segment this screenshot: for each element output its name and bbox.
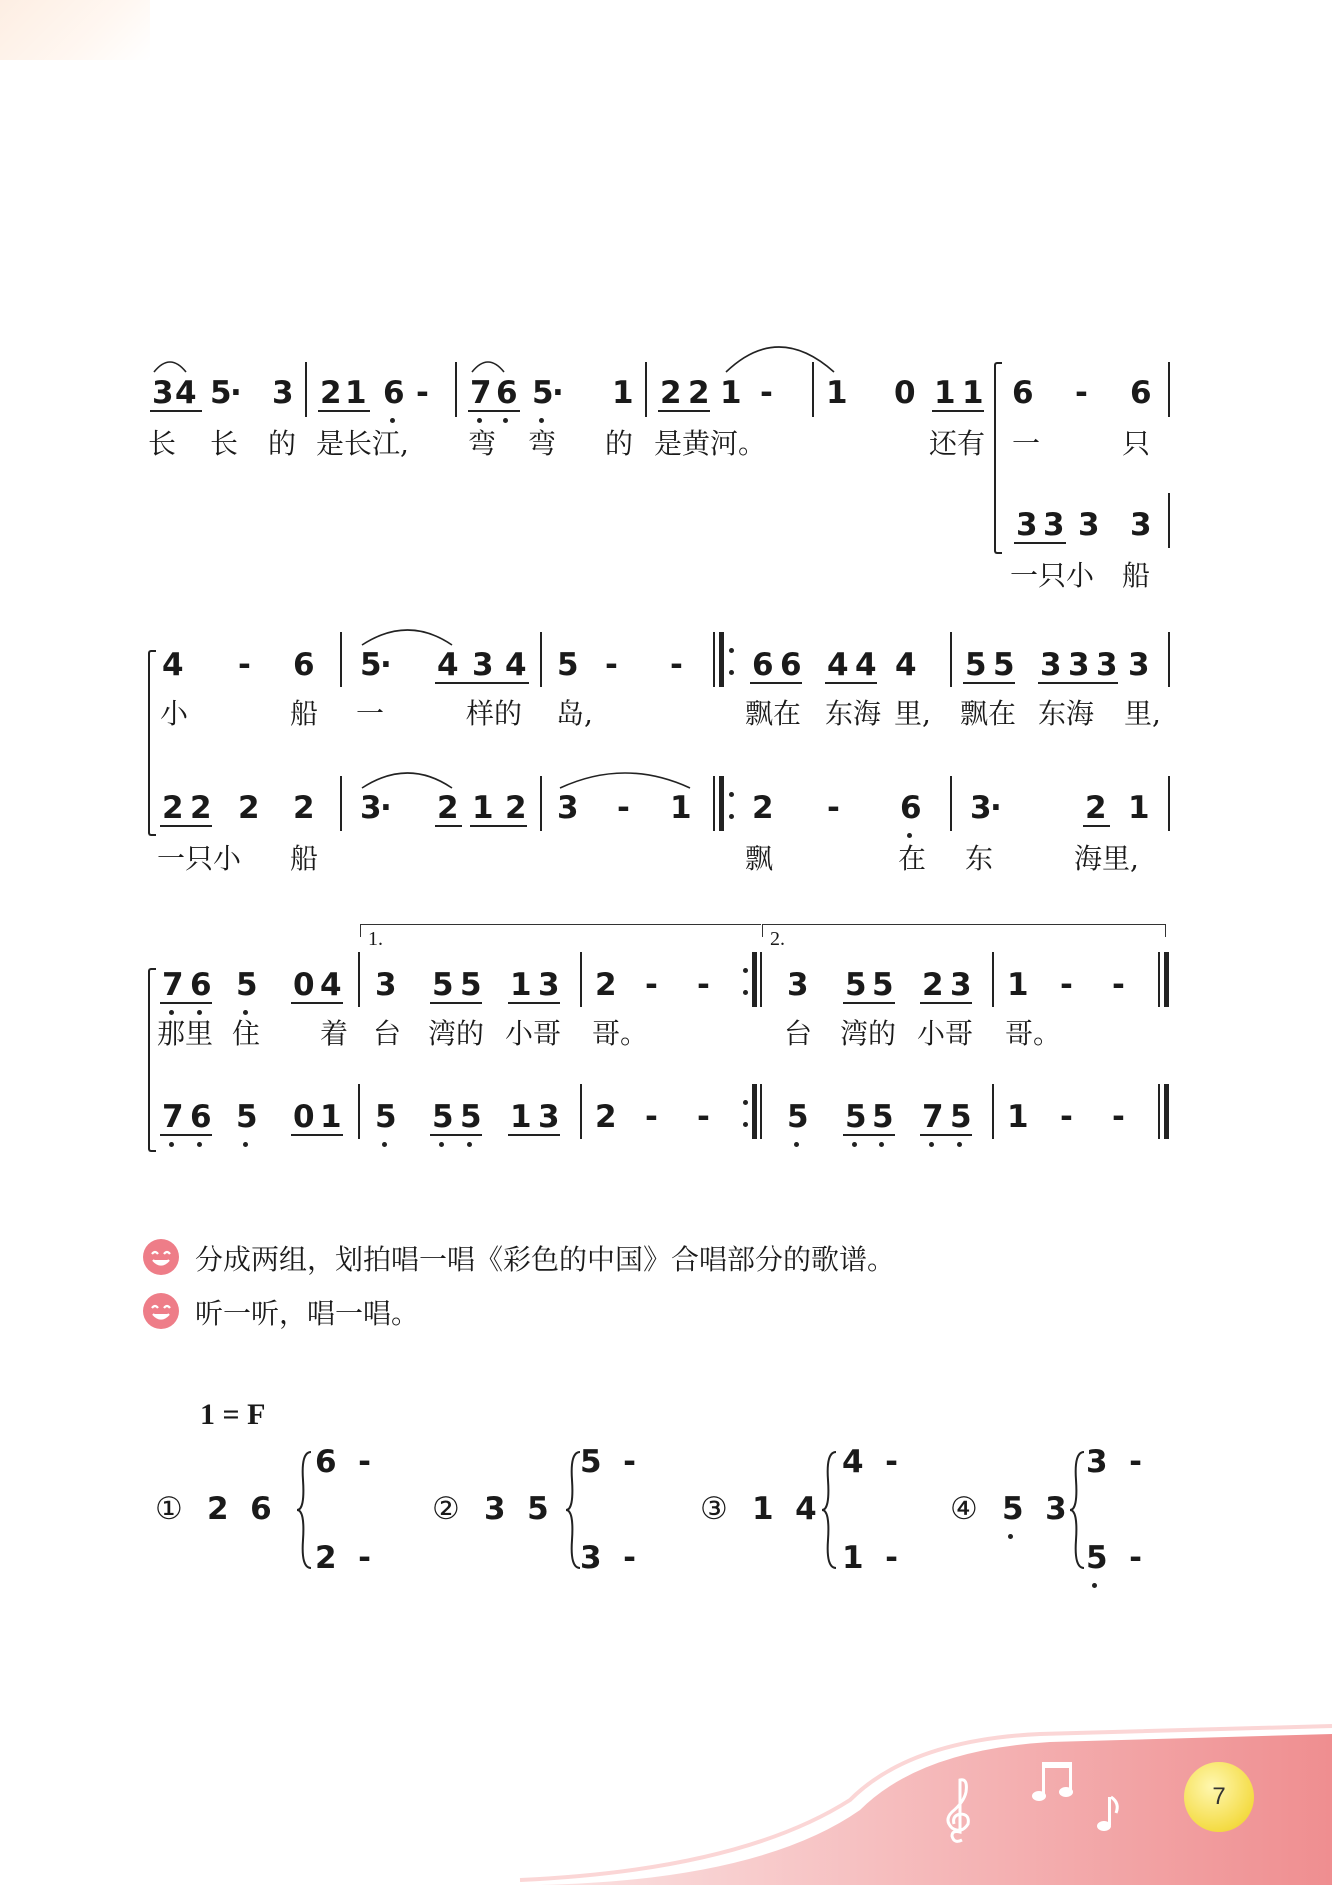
dash: - — [670, 647, 683, 683]
beam — [430, 1134, 482, 1136]
dash: - — [416, 375, 429, 411]
lyric: 岛, — [556, 697, 593, 730]
smiley-icon — [142, 1238, 180, 1276]
note: 5 — [432, 1099, 454, 1135]
dash: - — [617, 790, 630, 826]
lyric: 里, — [894, 697, 931, 730]
note: 1 — [1007, 1099, 1029, 1135]
beam — [470, 825, 527, 827]
final-barline — [1158, 1084, 1160, 1139]
note: 5 — [845, 967, 867, 1003]
repeat-dot — [743, 968, 748, 973]
note: 5 — [787, 1099, 809, 1135]
dot-duration: · — [380, 790, 392, 826]
dash: - — [697, 1099, 710, 1135]
note: 5 — [236, 967, 258, 1003]
beam — [508, 1134, 560, 1136]
lyric: 是黄河。 — [654, 427, 767, 460]
beam — [508, 1002, 560, 1004]
dash: - — [1112, 1099, 1125, 1135]
note: 1 — [934, 375, 956, 411]
note: 2 — [922, 967, 944, 1003]
note: 1 — [720, 375, 742, 411]
note: 3 — [1128, 647, 1150, 683]
beamed-notes-icon — [1030, 1756, 1080, 1806]
eighth-note-icon — [1094, 1795, 1124, 1835]
note: 6 — [293, 647, 315, 683]
note: 2 — [595, 1099, 617, 1135]
volta-label: 2. — [770, 928, 785, 950]
lyric: 那里 — [157, 1017, 214, 1050]
note: 4 — [162, 647, 184, 683]
beam — [291, 1134, 343, 1136]
note: 3 — [538, 1099, 560, 1135]
dash: - — [645, 1099, 658, 1135]
note: 3 — [360, 790, 382, 826]
note: 6 — [190, 967, 212, 1003]
beam — [920, 1134, 972, 1136]
lyric: 长 — [210, 427, 239, 460]
note: 4 — [505, 647, 527, 683]
footer-wave — [0, 1720, 1332, 1885]
octave-dot — [957, 1142, 962, 1147]
note: 3 — [152, 375, 174, 411]
octave-dot — [197, 1142, 202, 1147]
lyric: 飘 — [745, 842, 774, 875]
octave-dot — [852, 1142, 857, 1147]
note: 4 — [175, 375, 197, 411]
octave-dot — [243, 1010, 248, 1015]
voice-bracket — [148, 968, 156, 1152]
lyric: 的 — [605, 427, 634, 460]
note: 7 — [470, 375, 492, 411]
octave-dot — [907, 833, 912, 838]
treble-clef-icon — [940, 1770, 980, 1850]
lyric: 一 — [1012, 427, 1041, 460]
octave-dot — [243, 1142, 248, 1147]
beam — [160, 1134, 212, 1136]
note: 3 — [472, 647, 494, 683]
exercise-upper: 3 - — [1086, 1444, 1143, 1480]
note: 5 — [432, 967, 454, 1003]
exercise-upper: 5 - — [580, 1444, 637, 1480]
note: 6 — [1130, 375, 1152, 411]
final-barline-thick — [1164, 952, 1169, 1007]
note: 5 — [950, 1099, 972, 1135]
note: 4 — [895, 647, 917, 683]
note: 3 — [787, 967, 809, 1003]
beam — [160, 825, 212, 827]
final-barline-thick — [1164, 1084, 1169, 1139]
note: 1 — [510, 967, 532, 1003]
note: 6 — [383, 375, 405, 411]
note: 1 — [670, 790, 692, 826]
exercise-upper: 4 - — [842, 1444, 899, 1480]
dash: - — [827, 790, 840, 826]
lyric: 飘在 — [745, 697, 802, 730]
lyric: 弯 — [528, 427, 557, 460]
exercise-lower: 2 - — [315, 1540, 372, 1576]
note: 4 — [827, 647, 849, 683]
note: 5 — [872, 967, 894, 1003]
note: 3 — [1096, 647, 1118, 683]
note: 6 — [900, 790, 922, 826]
note: 2 — [505, 790, 527, 826]
lyric: 湾的 — [840, 1017, 897, 1050]
note: 0 — [894, 375, 916, 411]
octave-dot — [879, 1142, 884, 1147]
note: 3 — [538, 967, 560, 1003]
note: 3 — [1130, 507, 1152, 543]
instruction-text: 分成两组，划拍唱一唱《彩色的中国》合唱部分的歌谱。 — [195, 1243, 896, 1276]
octave-dot — [467, 1142, 472, 1147]
note: 5 — [460, 1099, 482, 1135]
note: 3 — [950, 967, 972, 1003]
note: 7 — [162, 967, 184, 1003]
barline — [358, 952, 360, 1007]
exercise-number: ① — [155, 1491, 183, 1527]
note: 1 — [612, 375, 634, 411]
volta-bracket-1 — [360, 924, 761, 937]
barline — [992, 1084, 994, 1139]
note: 3 — [1043, 507, 1065, 543]
exercise-upper: 6 - — [315, 1444, 372, 1480]
note: 1 — [472, 790, 494, 826]
note: 0 — [293, 967, 315, 1003]
note: 1 — [510, 1099, 532, 1135]
repeat-barline-thick — [719, 776, 724, 831]
lyric: 台 — [373, 1017, 402, 1050]
beam — [843, 1134, 895, 1136]
repeat-dot — [729, 792, 734, 797]
dash: - — [1060, 967, 1073, 1003]
note: 4 — [437, 647, 459, 683]
lyric: 是长江, — [316, 427, 409, 460]
lyric: 哥。 — [592, 1017, 649, 1050]
note: 2 — [190, 790, 212, 826]
octave-dot — [169, 1010, 174, 1015]
note: 5 — [360, 647, 382, 683]
note: 5 — [375, 1099, 397, 1135]
exercise-3 — [700, 1440, 930, 1590]
note: 2 — [752, 790, 774, 826]
note: 3 — [970, 790, 992, 826]
octave-dot — [169, 1142, 174, 1147]
repeat-barline-thick — [752, 952, 757, 1007]
note: 1 — [1128, 790, 1150, 826]
note: 3 — [272, 375, 294, 411]
lyric: 台 — [784, 1017, 813, 1050]
barline — [950, 776, 952, 831]
key-signature: 1 = F — [200, 1398, 266, 1431]
note: 4 — [320, 967, 342, 1003]
barline — [760, 1084, 762, 1139]
lyric: 只 — [1122, 427, 1151, 460]
barline — [992, 952, 994, 1007]
note: 6 — [752, 647, 774, 683]
exercise-2 — [432, 1440, 662, 1590]
instruction-text: 听一听，唱一唱。 — [195, 1297, 420, 1330]
note: 6 — [780, 647, 802, 683]
note: 2 — [162, 790, 184, 826]
note: 6 — [190, 1099, 212, 1135]
beam — [291, 1002, 343, 1004]
exercise-number: ④ — [950, 1491, 978, 1527]
exercise-notes: 3 5 — [484, 1491, 549, 1527]
dot-duration: · — [380, 647, 392, 683]
exercise-number: ③ — [700, 1491, 728, 1527]
note: 2 — [1085, 790, 1107, 826]
volta-bracket-2 — [762, 924, 1166, 937]
final-barline — [1158, 952, 1160, 1007]
note: 3 — [1068, 647, 1090, 683]
repeat-dot — [743, 1122, 748, 1127]
barline — [760, 952, 762, 1007]
note: 2 — [320, 375, 342, 411]
note: 1 — [962, 375, 984, 411]
note: 3 — [557, 790, 579, 826]
note: 1 — [1007, 967, 1029, 1003]
octave-dot — [794, 1142, 799, 1147]
note: 5 — [210, 375, 232, 411]
note: 6 — [1012, 375, 1034, 411]
lyric: 船 — [1122, 559, 1151, 592]
note: 5 — [845, 1099, 867, 1135]
brace-icon — [295, 1450, 315, 1570]
lyric: 小哥 — [505, 1017, 562, 1050]
repeat-dot — [743, 990, 748, 995]
octave-dot — [382, 1142, 387, 1147]
lyric: 船 — [290, 697, 319, 730]
page-number-badge — [1184, 1762, 1254, 1832]
barline — [358, 1084, 360, 1139]
note: 2 — [437, 790, 459, 826]
note: 2 — [688, 375, 710, 411]
note: 3 — [375, 967, 397, 1003]
barline — [580, 1084, 582, 1139]
lyric: 样的 — [466, 697, 523, 730]
lyric: 东海 — [825, 697, 882, 730]
lyric: 小哥 — [917, 1017, 974, 1050]
beam — [430, 1002, 482, 1004]
barline — [540, 776, 542, 831]
volta-label: 1. — [368, 928, 383, 950]
note: 0 — [293, 1099, 315, 1135]
beam — [920, 1002, 972, 1004]
lyric: 船 — [290, 842, 319, 875]
brace-icon — [820, 1450, 840, 1570]
note: 5 — [872, 1099, 894, 1135]
exercise-4 — [950, 1440, 1180, 1600]
dash: - — [760, 375, 773, 411]
note: 5 — [965, 647, 987, 683]
lyric: 的 — [268, 427, 297, 460]
note: 2 — [238, 790, 260, 826]
lyric: 在 — [898, 842, 927, 875]
barline — [340, 776, 342, 831]
repeat-dot — [729, 814, 734, 819]
beam — [843, 1002, 895, 1004]
exercise-notes: 2 6 — [207, 1491, 272, 1527]
barline — [580, 952, 582, 1007]
octave-dot — [929, 1142, 934, 1147]
note: 3 — [1078, 507, 1100, 543]
beam — [435, 825, 462, 827]
dash: - — [1060, 1099, 1073, 1135]
lyric: 哥。 — [1005, 1017, 1062, 1050]
lyric: 飘在 — [960, 697, 1017, 730]
exercise-notes: 1 4 — [752, 1491, 817, 1527]
brace-icon — [1068, 1450, 1088, 1570]
octave-dot — [197, 1010, 202, 1015]
lyric: 湾的 — [428, 1017, 485, 1050]
dash: - — [1112, 967, 1125, 1003]
repeat-barline-thick — [752, 1084, 757, 1139]
lyric: 长 — [148, 427, 177, 460]
note: 2 — [293, 790, 315, 826]
lyric: 里, — [1124, 697, 1161, 730]
note: 7 — [162, 1099, 184, 1135]
dash: - — [697, 967, 710, 1003]
page-number: 7 — [1212, 1783, 1226, 1810]
exercise-lower: 1 - — [842, 1540, 899, 1576]
lyric: 东海 — [1038, 697, 1095, 730]
dot-duration: · — [552, 375, 564, 411]
lyric: 一只小 — [157, 842, 242, 875]
lyric: 一 — [356, 697, 385, 730]
note: 4 — [855, 647, 877, 683]
octave-dot — [1008, 1534, 1013, 1539]
beam — [160, 1002, 212, 1004]
exercise-lower: 3 - — [580, 1540, 637, 1576]
note: 5 — [993, 647, 1015, 683]
dash: - — [1075, 375, 1088, 411]
octave-dot — [439, 1142, 444, 1147]
dot-duration: · — [230, 375, 242, 411]
exercise-lower: 5 - — [1086, 1540, 1143, 1576]
lyric: 还有 — [929, 427, 986, 460]
beam — [1083, 825, 1110, 827]
dash: - — [238, 647, 251, 683]
note: 2 — [595, 967, 617, 1003]
smiley-icon — [142, 1292, 180, 1330]
note: 2 — [660, 375, 682, 411]
lyric: 着 — [320, 1017, 349, 1050]
note: 5 — [532, 375, 554, 411]
lyric: 海里, — [1074, 842, 1139, 875]
note: 3 — [1040, 647, 1062, 683]
note: 1 — [345, 375, 367, 411]
beam — [1014, 542, 1066, 544]
note: 1 — [826, 375, 848, 411]
lyric: 东 — [965, 842, 994, 875]
note: 5 — [236, 1099, 258, 1135]
dash: - — [645, 967, 658, 1003]
exercise-1 — [155, 1440, 385, 1590]
exercise-notes: 5 3 — [1002, 1491, 1067, 1527]
note: 1 — [320, 1099, 342, 1135]
barline — [1168, 776, 1170, 831]
note: 5 — [460, 967, 482, 1003]
exercise-number: ② — [432, 1491, 460, 1527]
note: 6 — [496, 375, 518, 411]
lyric: 一只小 — [1010, 559, 1095, 592]
repeat-dot — [743, 1100, 748, 1105]
note: 5 — [557, 647, 579, 683]
lyric: 弯 — [468, 427, 497, 460]
note: 7 — [922, 1099, 944, 1135]
lyric: 住 — [232, 1017, 261, 1050]
lyric: 小 — [160, 697, 189, 730]
octave-dot — [1092, 1583, 1097, 1588]
dash: - — [605, 647, 618, 683]
dot-duration: · — [990, 790, 1002, 826]
repeat-barline — [713, 776, 715, 831]
note: 3 — [1016, 507, 1038, 543]
